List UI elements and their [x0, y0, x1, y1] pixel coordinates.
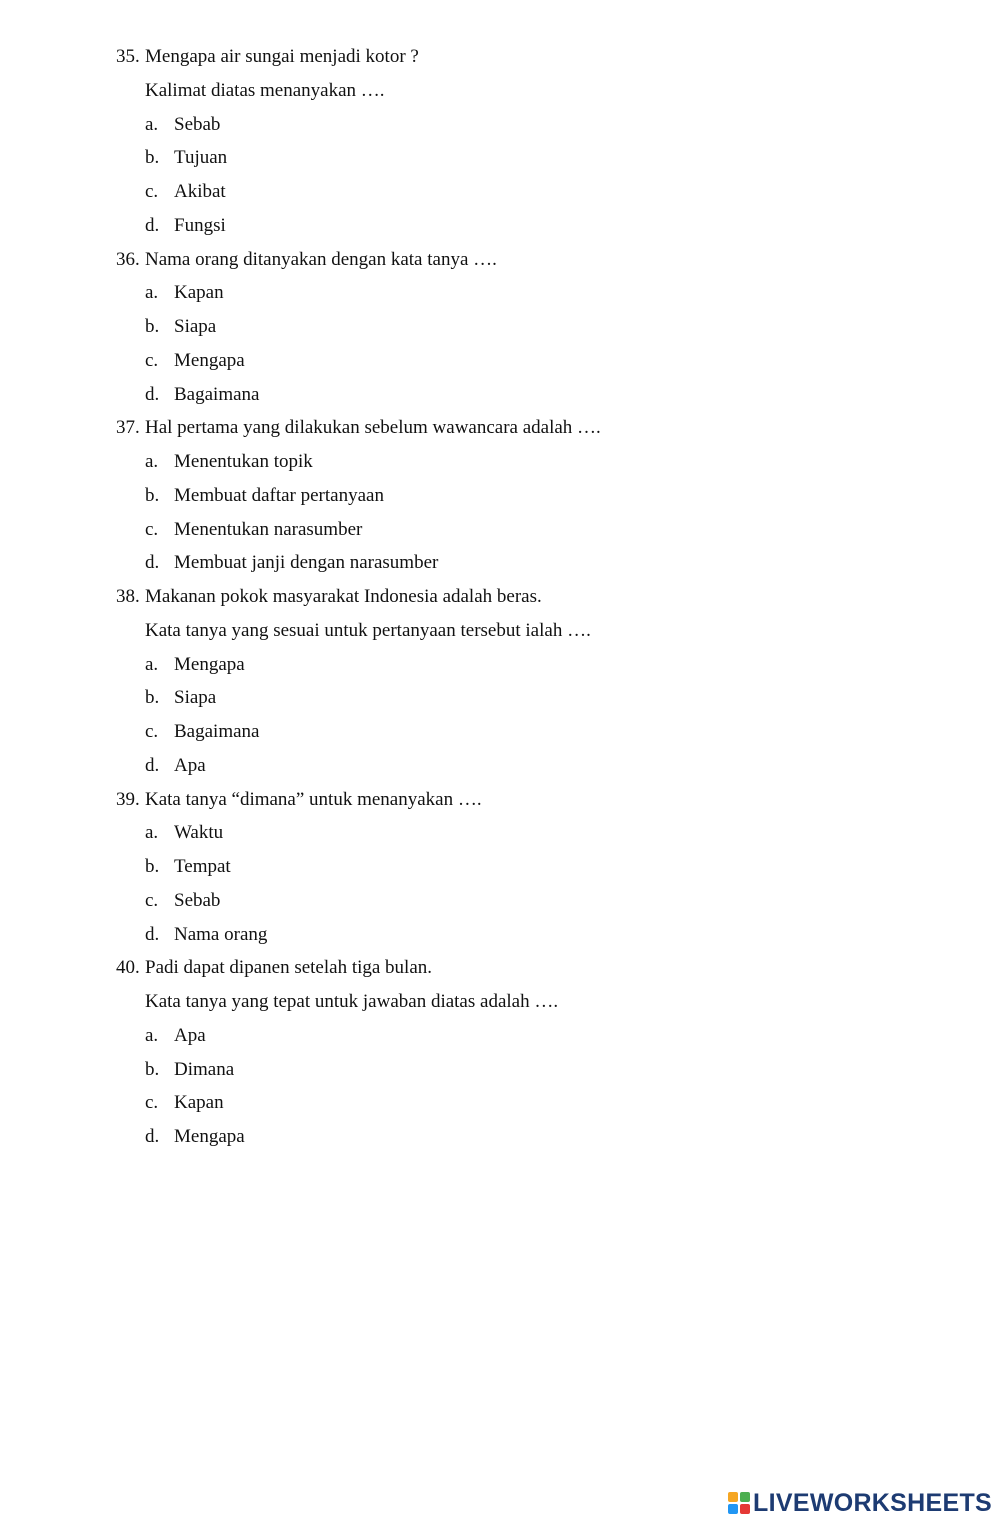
option-letter: a.	[145, 822, 159, 844]
option-text: Tujuan	[174, 147, 228, 169]
option-text: Mengapa	[174, 653, 245, 675]
option-line	[0, 515, 1000, 545]
option-line	[0, 1088, 1000, 1118]
option-text: Nama orang	[174, 923, 268, 945]
liveworksheets-logo-icon	[728, 1492, 750, 1514]
question-line	[0, 785, 1000, 815]
option-text: Membuat daftar pertanyaan	[174, 484, 384, 506]
question-text: Hal pertama yang dilakukan sebelum wawancara adalah ….	[145, 417, 601, 439]
option-line	[0, 1021, 1000, 1051]
option-text: Sebab	[174, 889, 221, 911]
option-letter: d.	[145, 214, 160, 236]
option-line	[0, 346, 1000, 376]
question-number: 35.	[116, 46, 140, 67]
option-letter: a.	[145, 451, 159, 472]
option-letter: b.	[145, 484, 160, 506]
logo-square-e	[740, 1504, 750, 1514]
option-line	[0, 818, 1000, 848]
option-letter: c.	[145, 721, 159, 742]
option-letter: b.	[145, 1058, 160, 1080]
option-line	[0, 143, 1000, 173]
option-text: Bagaimana	[174, 721, 260, 742]
option-line	[0, 447, 1000, 477]
option-line	[0, 1122, 1000, 1152]
question-subtext-line	[0, 76, 1000, 106]
question-line	[0, 245, 1000, 275]
option-line	[0, 278, 1000, 308]
option-text: Apa	[174, 1024, 206, 1046]
question-number: 38.	[116, 586, 140, 607]
option-line	[0, 211, 1000, 241]
option-letter: c.	[145, 518, 159, 540]
option-text: Waktu	[174, 822, 224, 844]
question-line	[0, 413, 1000, 443]
option-line	[0, 1055, 1000, 1085]
option-line	[0, 481, 1000, 511]
logo-square-l	[728, 1492, 738, 1502]
question-text: Mengapa air sungai menjadi kotor ?	[145, 46, 419, 67]
option-text: Menentukan topik	[174, 451, 313, 472]
option-text: Mengapa	[174, 349, 245, 371]
option-line	[0, 177, 1000, 207]
option-line	[0, 920, 1000, 950]
question-subtext-line	[0, 987, 1000, 1017]
option-line	[0, 548, 1000, 578]
option-line	[0, 852, 1000, 882]
question-subtext: Kata tanya yang tepat untuk jawaban diatas adalah ….	[145, 991, 559, 1012]
option-text: Apa	[174, 754, 206, 776]
question-subtext: Kata tanya yang sesuai untuk pertanyaan tersebut ialah ….	[145, 619, 591, 641]
option-letter: d.	[145, 552, 160, 574]
option-text: Sebab	[174, 113, 221, 135]
question-line	[0, 582, 1000, 612]
option-letter: c.	[145, 349, 159, 371]
option-letter: b.	[145, 856, 160, 877]
option-text: Mengapa	[174, 1126, 245, 1147]
option-text: Membuat janji dengan narasumber	[174, 552, 439, 574]
option-text: Kapan	[174, 1092, 224, 1114]
option-text: Akibat	[174, 181, 226, 202]
option-line	[0, 380, 1000, 410]
question-number: 39.	[116, 788, 140, 810]
option-line	[0, 312, 1000, 342]
option-letter: a.	[145, 653, 159, 675]
option-letter: d.	[145, 383, 160, 405]
option-letter: b.	[145, 687, 160, 709]
option-text: Menentukan narasumber	[174, 518, 363, 540]
option-text: Dimana	[174, 1058, 235, 1080]
option-letter: c.	[145, 889, 159, 911]
liveworksheets-brand	[728, 1488, 992, 1518]
option-letter: d.	[145, 923, 160, 945]
question-line	[0, 42, 1000, 72]
question-number: 40.	[116, 957, 140, 979]
question-number: 37.	[116, 417, 140, 439]
option-line	[0, 650, 1000, 680]
logo-square-v	[728, 1504, 738, 1514]
option-line	[0, 751, 1000, 781]
option-letter: b.	[145, 147, 160, 169]
option-text: Fungsi	[174, 214, 226, 236]
question-line	[0, 953, 1000, 983]
logo-square-i	[740, 1492, 750, 1502]
question-text: Padi dapat dipanen setelah tiga bulan.	[145, 957, 433, 979]
option-letter: d.	[145, 754, 160, 776]
question-text: Nama orang ditanyakan dengan kata tanya ….	[145, 248, 497, 270]
question-text: Makanan pokok masyarakat Indonesia adalah beras.	[145, 586, 542, 607]
option-letter: b.	[145, 316, 160, 337]
question-subtext: Kalimat diatas menanyakan ….	[145, 79, 385, 101]
option-line	[0, 886, 1000, 916]
option-letter: c.	[145, 1092, 159, 1114]
option-line	[0, 110, 1000, 140]
option-text: Siapa	[174, 316, 217, 337]
option-text: Siapa	[174, 687, 217, 709]
option-letter: a.	[145, 113, 159, 135]
option-text: Bagaimana	[174, 383, 260, 405]
option-letter: d.	[145, 1126, 160, 1147]
option-text: Tempat	[174, 856, 231, 877]
option-letter: a.	[145, 282, 159, 304]
option-letter: a.	[145, 1024, 159, 1046]
brand-name: LIVEWORKSHEETS	[753, 1488, 992, 1517]
option-line	[0, 683, 1000, 713]
question-subtext-line	[0, 616, 1000, 646]
option-line	[0, 717, 1000, 747]
option-text: Kapan	[174, 282, 224, 304]
question-text: Kata tanya “dimana” untuk menanyakan ….	[145, 788, 482, 810]
option-letter: c.	[145, 181, 159, 202]
question-number: 36.	[116, 248, 140, 270]
